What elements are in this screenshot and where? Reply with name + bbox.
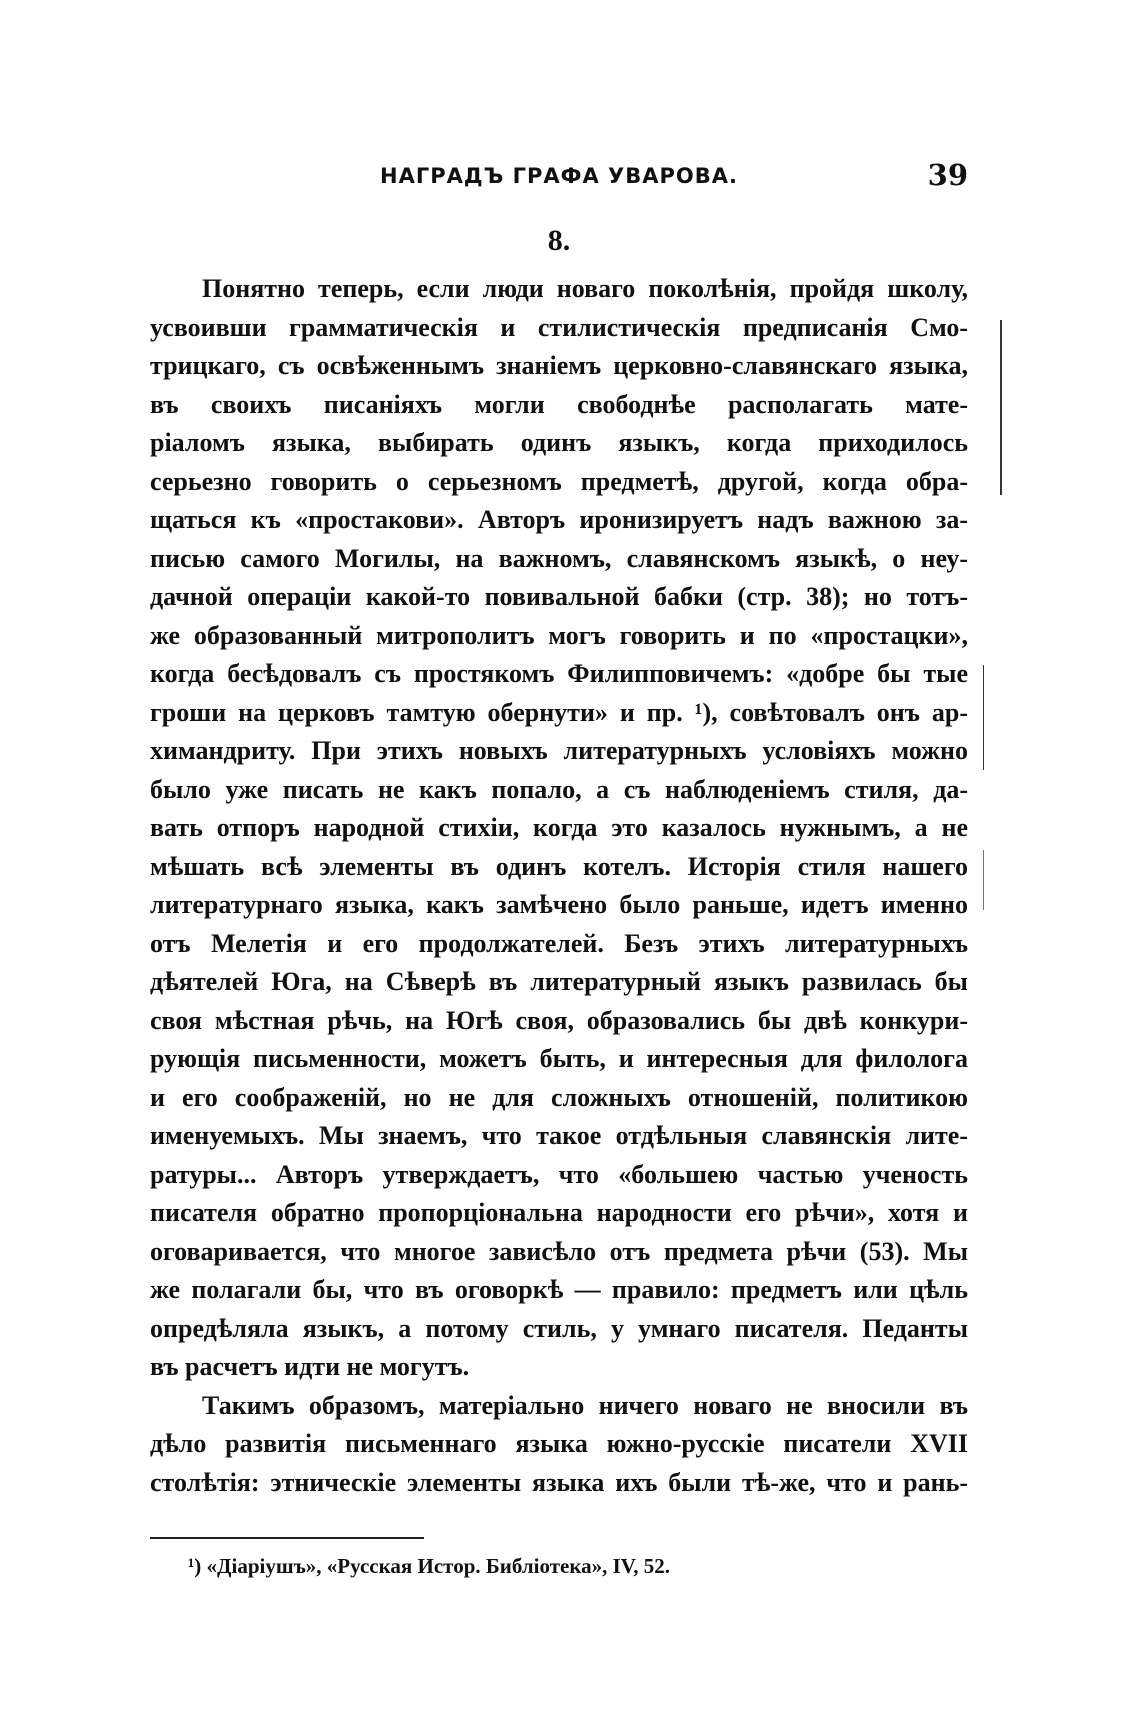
footnote: ¹) «Діаріушъ», «Русская Истор. Библіотека», IV, 52. — [188, 1554, 670, 1578]
text-line: серьезно говорить о серьезномъ предметѣ, другой, когда обра- — [150, 466, 968, 496]
text-line: писателя обратно пропорціональна народности его рѣчи», хотя и — [150, 1198, 968, 1227]
text-line: когда бесѣдовалъ съ простякомъ Филипповичемъ: «добре бы тые — [150, 659, 968, 688]
text-line: было уже писать не какъ попало, а съ наблюденіемъ стиля, да- — [150, 774, 968, 804]
text-line: ріаломъ языка, выбирать одинъ языкъ, когда приходилось — [150, 428, 968, 457]
text-line: литературнаго языка, какъ замѣчено было раньше, идетъ именно — [150, 890, 968, 919]
text-line: писью самого Могилы, на важномъ, славянскомъ языкѣ, о неу- — [150, 543, 968, 573]
footnote-rule — [150, 1537, 424, 1539]
text-line: дѣятелей Юга, на Сѣверѣ въ литературный языкъ развилась бы — [150, 967, 968, 996]
margin-scan-mark — [1000, 320, 1002, 495]
text-line: гроши на церковъ тамтую обернути» и пр. ¹), совѣтовалъ онъ ар- — [150, 697, 968, 727]
text-line: опредѣляла языкъ, а потому стиль, у умнаго писателя. Педанты — [150, 1313, 968, 1343]
body-text — [150, 270, 968, 1502]
page-number: 39 — [927, 158, 968, 192]
text-line: рующія письменности, можетъ быть, и интересныя для филолога — [150, 1044, 968, 1073]
text-line: же полагали бы, что въ оговоркѣ — правило: предметъ или цѣль — [150, 1275, 968, 1304]
text-line: оговаривается, что многое зависѣло отъ предмета рѣчи (53). Мы — [150, 1236, 968, 1266]
running-head-title: НАГРАДЪ ГРАФА УВАРОВА. — [380, 164, 738, 188]
text-line: своя мѣстная рѣчь, на Югѣ своя, образовались бы двѣ конкури- — [150, 1005, 968, 1035]
text-line: щаться къ «простакови». Авторъ иронизируетъ надъ важною за- — [150, 505, 968, 534]
text-line: столѣтія: этническіе элементы языка ихъ были тѣ-же, что и рань- — [150, 1467, 968, 1497]
text-line: дѣло развитія письменнаго языка южно-русскіе писатели XVII — [150, 1429, 968, 1458]
text-line: въ своихъ писаніяхъ могли свободнѣе располагать мате- — [150, 389, 968, 419]
text-line: именуемыхъ. Мы знаемъ, что такое отдѣльныя славянскія лите- — [150, 1121, 968, 1150]
text-line: дачной операціи какой-то повивальной бабки (стр. 38); но тотъ- — [150, 582, 968, 611]
text-line: отъ Мелетія и его продолжателей. Безъ этихъ литературныхъ — [150, 928, 968, 958]
text-line: Понятно теперь, если люди новаго поколѣнія, пройдя школу, — [202, 274, 968, 303]
section-number: 8. — [547, 224, 571, 257]
text-line: и его соображеній, но не для сложныхъ отношеній, политикою — [150, 1082, 968, 1112]
running-head — [150, 158, 968, 198]
text-line: усвоивши грамматическія и стилистическія предписанія Смо- — [150, 312, 968, 342]
text-line: ратуры... Авторъ утверждаетъ, что «большею частью ученость — [150, 1159, 968, 1189]
text-line: трицкаго, съ освѣженнымъ знаніемъ церковно-славянскаго языка, — [150, 351, 968, 380]
text-line: вать отпоръ народной стихіи, когда это казалось нужнымъ, а не — [150, 813, 968, 842]
text-line: химандриту. При этихъ новыхъ литературныхъ условіяхъ можно — [150, 736, 968, 765]
text-line: въ расчетъ идти не могутъ. — [150, 1352, 470, 1381]
margin-scan-mark — [983, 850, 984, 910]
text-line: Такимъ образомъ, матеріально ничего новаго не вносили въ — [202, 1390, 968, 1420]
text-line: мѣшать всѣ элементы въ одинъ котелъ. Исторія стиля нашего — [150, 851, 968, 881]
margin-scan-mark — [983, 665, 984, 770]
text-line: же образованный митрополитъ могъ говорить и по «простацки», — [150, 620, 968, 650]
